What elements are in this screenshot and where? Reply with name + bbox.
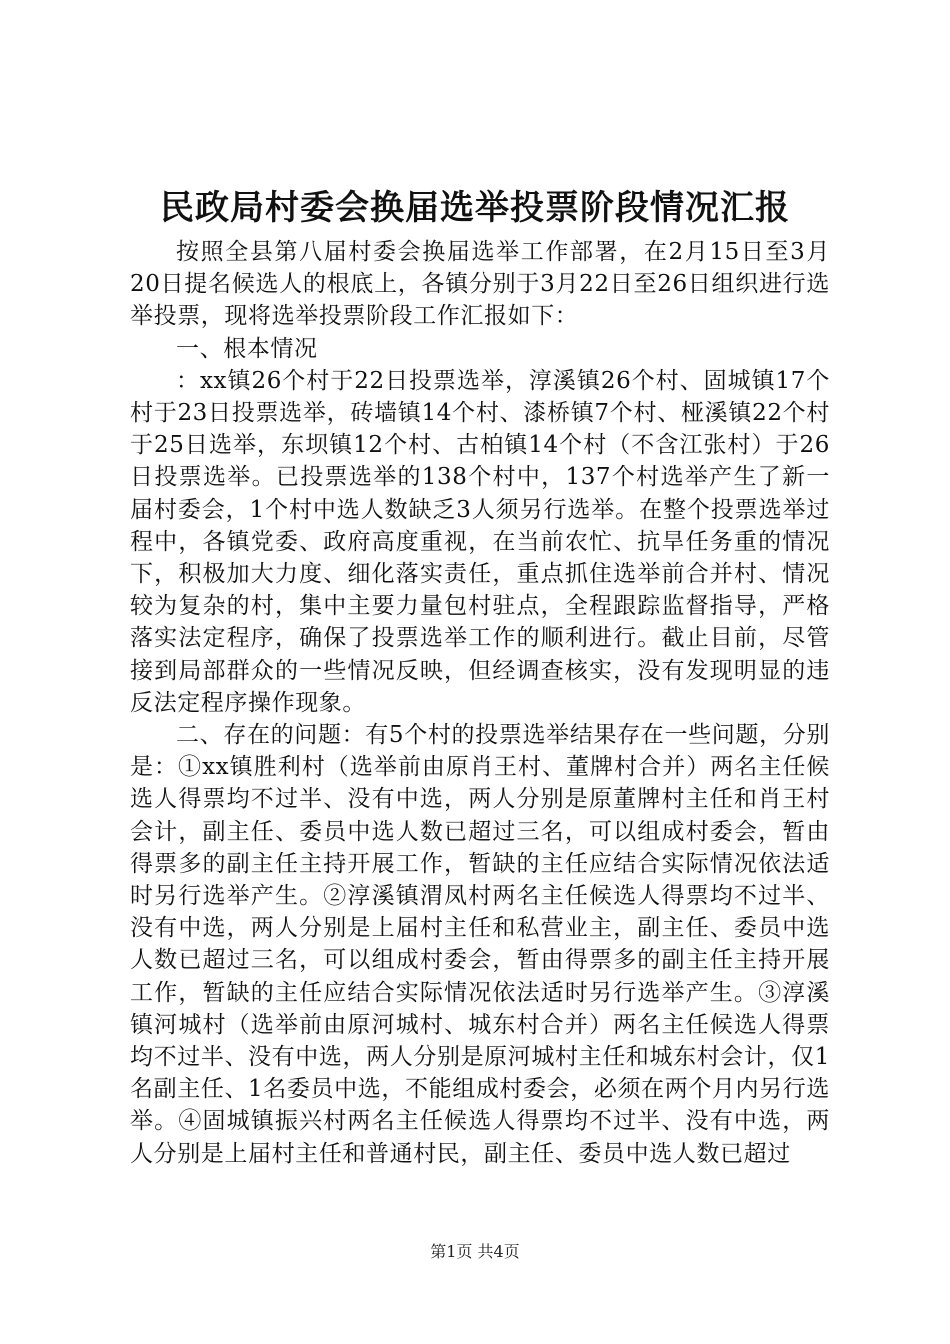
paragraph-existing-problems: 二、存在的问题：有5个村的投票选举结果存在一些问题，分别是：①xx镇胜利村（选举前由原肖王村、董牌村合并）两名主任候选人得票均不过半、没有中选，两人分别是原董牌村主任和肖王村会计，副主任、委员中选人数已超过三名，可以组成村委会，暂由得票多的副主任主持开展工作，暂缺的主任应结合实际情况依法适时另行选举产生。②淳溪镇渭凤村两名主任候选人得票均不过半、没有中选，两人分别是上届村主任和私营业主，副主任、委员中选人数已超过三名，可以组成村委会，暂由得票多的副主任主持开展工作，暂缺的主任应结合实际情况依法适时另行选举产生。③淳溪镇河城村（选举前由原河城村、城东村合并）两名主任候选人得票均不过半、没有中选，两人分别是原河城村主任和城东村会计，仅1名副主任、1名委员中选，不能组成村委会，必须在两个月内另行选举。④固城镇振兴村两名主任候选人得票均不过半、没有中选，两人分别是上届村主任和普通村民，副主任、委员中选人数已超过 bbox=[130, 722, 830, 1167]
paragraph-basic-situation: ：xx镇26个村于22日投票选举，淳溪镇26个村、固城镇17个村于23日投票选举，砖墙镇14个村、漆桥镇7个村、桠溪镇22个村于25日选举，东坝镇12个村、古柏镇14个村（不含江张村）于26日投票选举。已投票选举的138个村中，137个村选举产生了新一届村委会，1个村中选人数缺乏3人须另行选举。在整个投票选举过程中，各镇党委、政府高度重视，在当前农忙、抗旱任务重的情况下，积极加大力度、细化落实责任，重点抓住选举前合并村、情况较为复杂的村，集中主要力量包村驻点，全程跟踪监督指导，严格落实法定程序，确保了投票选举工作的顺利进行。截止目前，尽管接到局部群众的一些情况反映，但经调查核实，没有发现明显的违反法定程序操作现象。 bbox=[130, 367, 830, 716]
paragraph-intro: 按照全县第八届村委会换届选举工作部署，在2月15日至3月20日提名候选人的根底上，各镇分别于3月22日至26日组织进行选举投票，现将选举投票阶段工作汇报如下： bbox=[130, 239, 830, 330]
document-body bbox=[130, 236, 830, 1170]
page-footer: 第1页 共4页 bbox=[430, 1242, 520, 1261]
section-heading-basic-situation: 一、根本情况 bbox=[176, 335, 318, 362]
document-title: 民政局村委会换届选举投票阶段情况汇报 bbox=[160, 188, 790, 228]
